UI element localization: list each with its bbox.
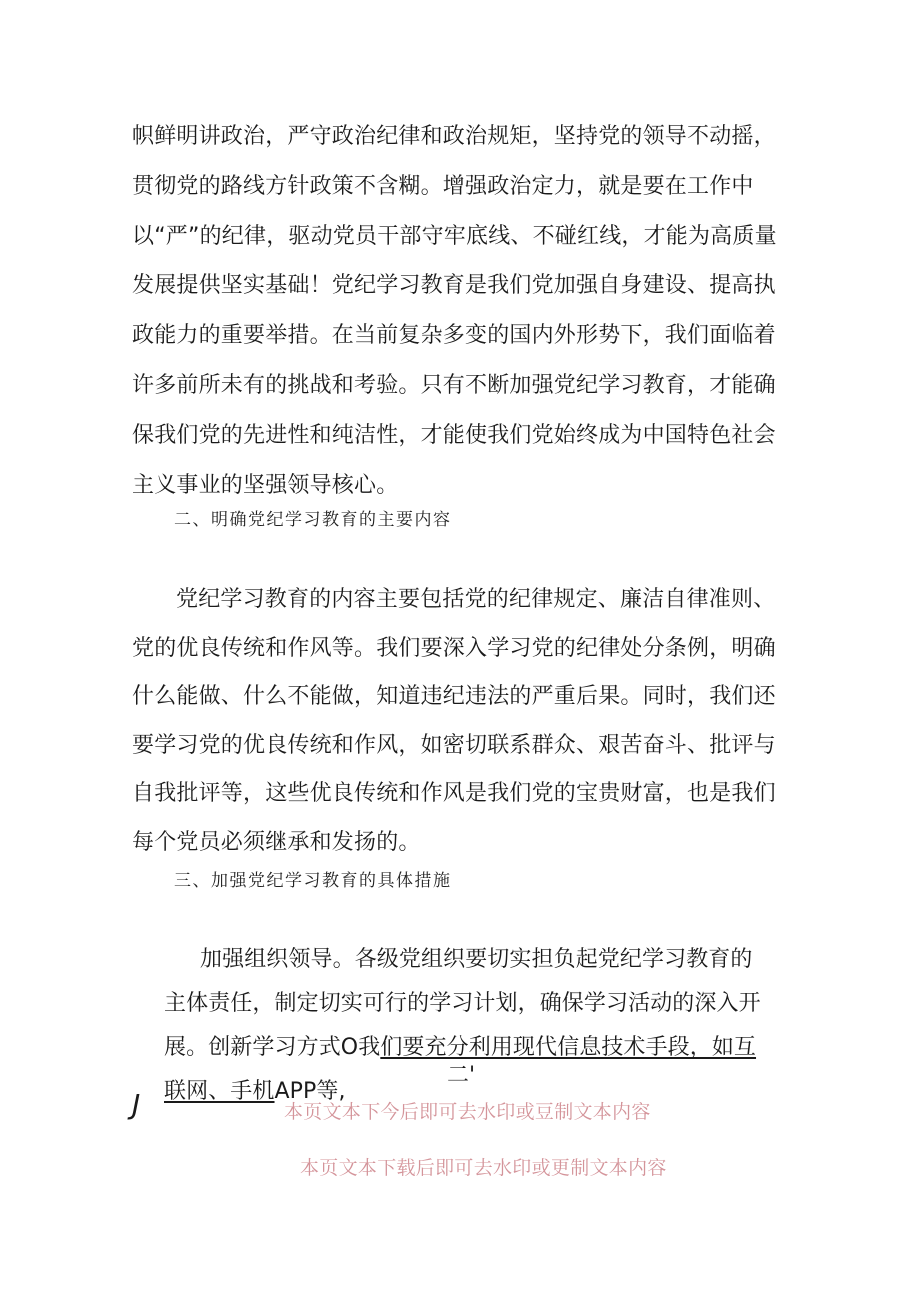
underlined-text: 们要充分利用现代信息技术手段，如互联网、手机 [164,1035,757,1104]
watermark-line-2: 本页文本下载后即可去水印或更制文本内容 [300,1157,667,1179]
paragraph-tail-text: APP等, [274,1079,346,1104]
paragraph-text: 加强组织领导。各级党组织要切实担负起党纪学习教育的主体责任，制定切实可行的学习计划，确保学习活动的深入开展。创新学习方式O我 [164,947,761,1060]
section-heading-main-content: 二、明确党纪学习教育的主要内容 [174,510,452,530]
watermark-line-1: 本页文本下今后即可去水印或豆制文本内容 [284,1101,651,1123]
section-heading-specific-measures: 三、加强党纪学习教育的具体措施 [174,871,452,891]
paragraph-main-content: 党纪学习教育的内容主要包括党的纪律规定、廉洁自律准则、党的优良传统和作风等。我们要深入学习党的纪律处分条例，明确什么能做、什么不能做，知道违纪违法的严重后果。同时，我们还要学习党的优良传统和作风，如密切联系群众、艰苦奋斗、批评与自我批评等，这些优良传统和作风是我们党的宝贵财富，也是我们每个党员必须继承和发扬的。 [132,587,776,855]
ocr-fragment-j: J [132,1088,141,1121]
paragraph-political-discipline: 帜鲜明讲政治，严守政治纪律和政治规矩，坚持党的领导不动摇，贯彻党的路线方针政策不含糊。增强政治定力，就是要在工作中以“严”的纪律，驱动党员干部守牢底线、不碰红线，才能为高质量发展提供坚实基础！党纪学习教育是我们党加强自身建设、提高执政能力的重要举措。在当前复杂多变的国内外形势下，我们面临着许多前所未有的挑战和考验。只有不断加强党纪学习教育，才能确保我们党的先进性和纯洁性，才能使我们党始终成为中国特色社会主义事业的坚强领导核心。 [132,124,777,498]
ocr-fragment-er: 二' [447,1063,476,1088]
